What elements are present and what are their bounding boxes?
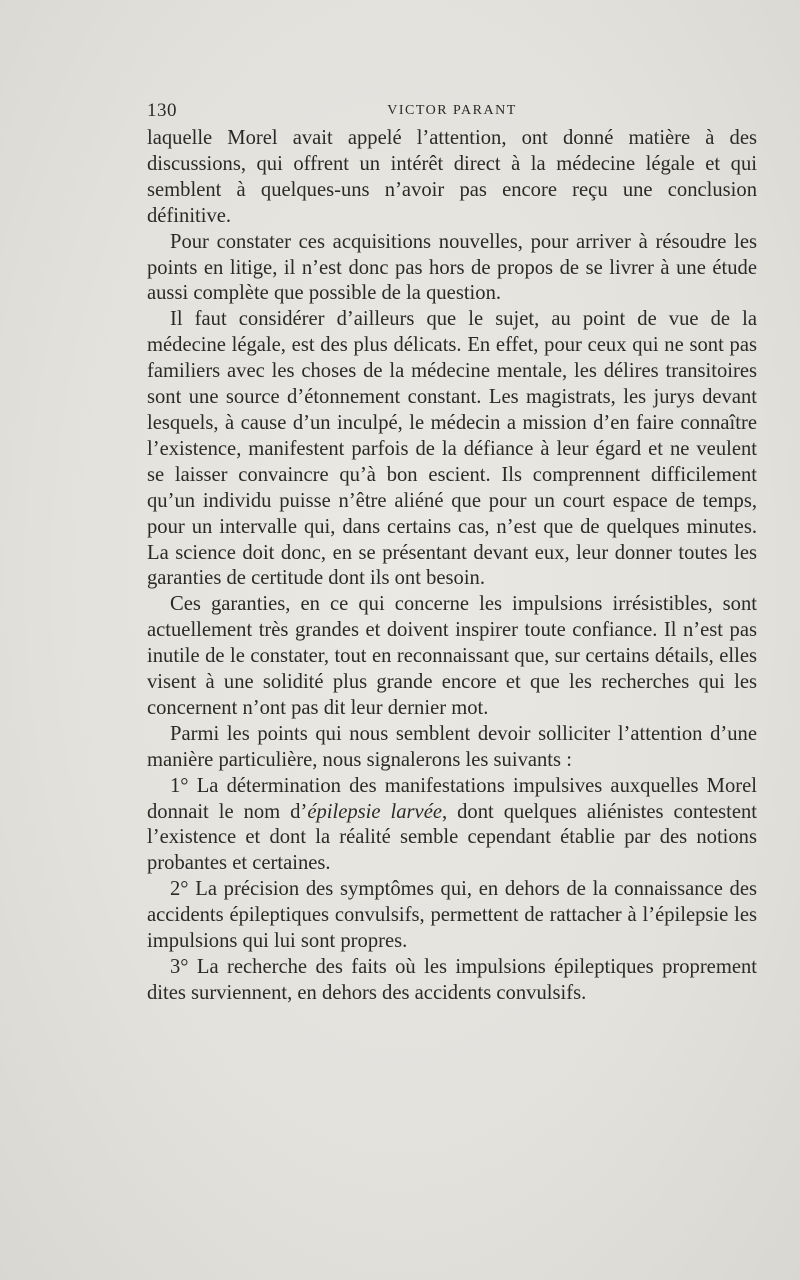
paragraph: Pour constater ces acquisitions nouvelles, pour arriver à résoudre les points en litige, il n’est donc pas hors de propos de se livrer à une étude aussi complète que possible de la question.: [147, 230, 757, 305]
running-title: VICTOR PARANT: [387, 103, 517, 118]
body-text: [147, 126, 757, 1007]
list-item-1-italic-term: épilepsie larvée: [307, 800, 442, 823]
paragraph: Parmi les points qui nous semblent devoir solliciter l’attention d’une manière particulière, nous signalerons les suivants :: [147, 722, 757, 771]
page-number: 130: [147, 100, 177, 121]
list-item-3: 3° La recherche des faits où les impulsions épileptiques proprement dites surviennent, en dehors des accidents convulsifs.: [147, 956, 757, 1004]
list-item-1-text-after: , dont quelques aliénistes contestent l’existence et dont la réalité semble cependant établie par des notions probantes et certaines.: [147, 800, 757, 875]
list-item-2: 2° La précision des symptômes qui, en dehors de la connaissance des accidents épileptiques convulsifs, permettent de rattacher à l’épilepsie les impulsions qui lui sont propres.: [147, 878, 757, 953]
paragraph-continued: laquelle Morel avait appelé l’attention, ont donné matière à des discussions, qui offrent un intérêt direct à la médecine légale et qui semblent à quelques-uns n’avoir pas encore reçu une conclusion définitive.: [147, 127, 757, 227]
paragraph: Il faut considérer d’ailleurs que le sujet, au point de vue de la médecine légale, est des plus délicats. En effet, pour ceux qui ne sont pas familiers avec les choses de la médecine mentale, les délires transitoires sont une source d’étonnement constant. Les magistrats, les jurys devant lesquels, à cause d’un inculpé, le médecin a mission d’en faire connaître l’existence, manifestent parfois de la défiance à leur égard et ne veulent se laisser convaincre qu’à bon escient. Ils comprennent difficilement qu’un individu puisse n’être aliéné que pour un court espace de temps, pour un intervalle qui, dans certains cas, n’est que de quelques minutes. La science doit donc, en se présentant devant eux, leur donner toutes les garanties de certitude dont ils ont besoin.: [147, 308, 757, 590]
list-item-1-text-before: 1° La détermination des manifestations impulsives auxquelles Morel donnait le nom d’: [147, 774, 757, 823]
paragraph: Ces garanties, en ce qui concerne les impulsions irrésistibles, sont actuellement très grandes et doivent inspirer toute confiance. Il n’est pas inutile de le constater, tout en reconnaissant que, sur certains détails, elles visent à une solidité plus grande encore et que les recherches qui les concernent n’ont pas dit leur dernier mot.: [147, 593, 757, 719]
list-item-1: [147, 774, 757, 878]
